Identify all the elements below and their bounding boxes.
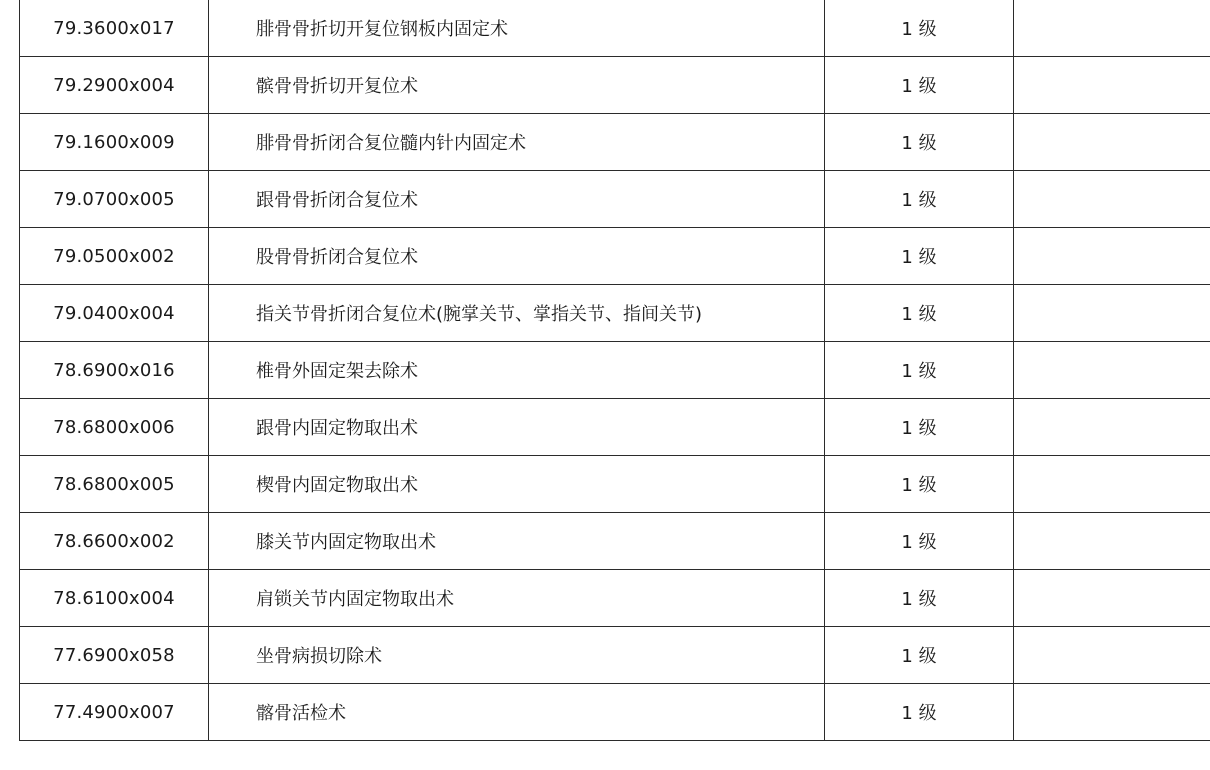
table-row [20, 57, 1210, 114]
table-row [20, 627, 1210, 684]
procedure-level-cell: 1 级 [825, 399, 1014, 456]
procedure-note-cell [1014, 0, 1210, 57]
procedure-level-cell: 1 级 [825, 57, 1014, 114]
procedure-name-cell: 膝关节内固定物取出术 [209, 513, 825, 570]
procedure-code-cell: 79.1600x009 [20, 114, 209, 171]
procedure-name-cell: 股骨骨折闭合复位术 [209, 228, 825, 285]
table-row [20, 114, 1210, 171]
procedure-code-cell: 79.2900x004 [20, 57, 209, 114]
procedure-note-cell [1014, 513, 1210, 570]
procedure-note-cell [1014, 684, 1210, 741]
procedure-code-cell: 78.6100x004 [20, 570, 209, 627]
procedure-code-cell: 79.0400x004 [20, 285, 209, 342]
procedure-name-cell: 髌骨骨折切开复位术 [209, 57, 825, 114]
procedure-level-cell: 1 级 [825, 285, 1014, 342]
procedure-code-cell: 78.6600x002 [20, 513, 209, 570]
table-row [20, 285, 1210, 342]
procedure-note-cell [1014, 627, 1210, 684]
procedure-note-cell [1014, 342, 1210, 399]
procedure-level-cell: 1 级 [825, 570, 1014, 627]
procedure-level-cell: 1 级 [825, 114, 1014, 171]
procedure-level-cell: 1 级 [825, 627, 1014, 684]
procedure-name-cell: 肩锁关节内固定物取出术 [209, 570, 825, 627]
procedure-note-cell [1014, 171, 1210, 228]
procedure-note-cell [1014, 399, 1210, 456]
procedure-name-cell: 腓骨骨折切开复位钢板内固定术 [209, 0, 825, 57]
table-row [20, 684, 1210, 741]
procedure-note-cell [1014, 285, 1210, 342]
table-row [20, 228, 1210, 285]
procedure-level-cell: 1 级 [825, 0, 1014, 57]
procedure-name-cell: 髂骨活检术 [209, 684, 825, 741]
procedure-name-cell: 坐骨病损切除术 [209, 627, 825, 684]
procedure-level-cell: 1 级 [825, 513, 1014, 570]
procedure-note-cell [1014, 114, 1210, 171]
procedure-code-cell: 79.0700x005 [20, 171, 209, 228]
procedure-code-cell: 78.6800x005 [20, 456, 209, 513]
procedure-note-cell [1014, 570, 1210, 627]
procedure-level-cell: 1 级 [825, 684, 1014, 741]
procedure-level-cell: 1 级 [825, 171, 1014, 228]
procedure-name-cell: 椎骨外固定架去除术 [209, 342, 825, 399]
procedure-level-cell: 1 级 [825, 342, 1014, 399]
table-row [20, 342, 1210, 399]
procedure-name-cell: 跟骨内固定物取出术 [209, 399, 825, 456]
procedure-note-cell [1014, 456, 1210, 513]
procedure-name-cell: 指关节骨折闭合复位术(腕掌关节、掌指关节、指间关节) [209, 285, 825, 342]
procedure-table [19, 0, 1210, 741]
table-row [20, 570, 1210, 627]
procedure-name-cell: 跟骨骨折闭合复位术 [209, 171, 825, 228]
procedure-code-cell: 79.0500x002 [20, 228, 209, 285]
procedure-name-cell: 腓骨骨折闭合复位髓内针内固定术 [209, 114, 825, 171]
table-row [20, 456, 1210, 513]
procedure-code-cell: 78.6800x006 [20, 399, 209, 456]
procedure-note-cell [1014, 57, 1210, 114]
procedure-level-cell: 1 级 [825, 456, 1014, 513]
procedure-note-cell [1014, 228, 1210, 285]
procedure-name-cell: 楔骨内固定物取出术 [209, 456, 825, 513]
procedure-code-cell: 78.6900x016 [20, 342, 209, 399]
table-row [20, 513, 1210, 570]
table-row [20, 171, 1210, 228]
procedure-code-cell: 79.3600x017 [20, 0, 209, 57]
procedure-level-cell: 1 级 [825, 228, 1014, 285]
table-row [20, 0, 1210, 57]
procedure-code-cell: 77.6900x058 [20, 627, 209, 684]
table-row [20, 399, 1210, 456]
procedure-code-cell: 77.4900x007 [20, 684, 209, 741]
